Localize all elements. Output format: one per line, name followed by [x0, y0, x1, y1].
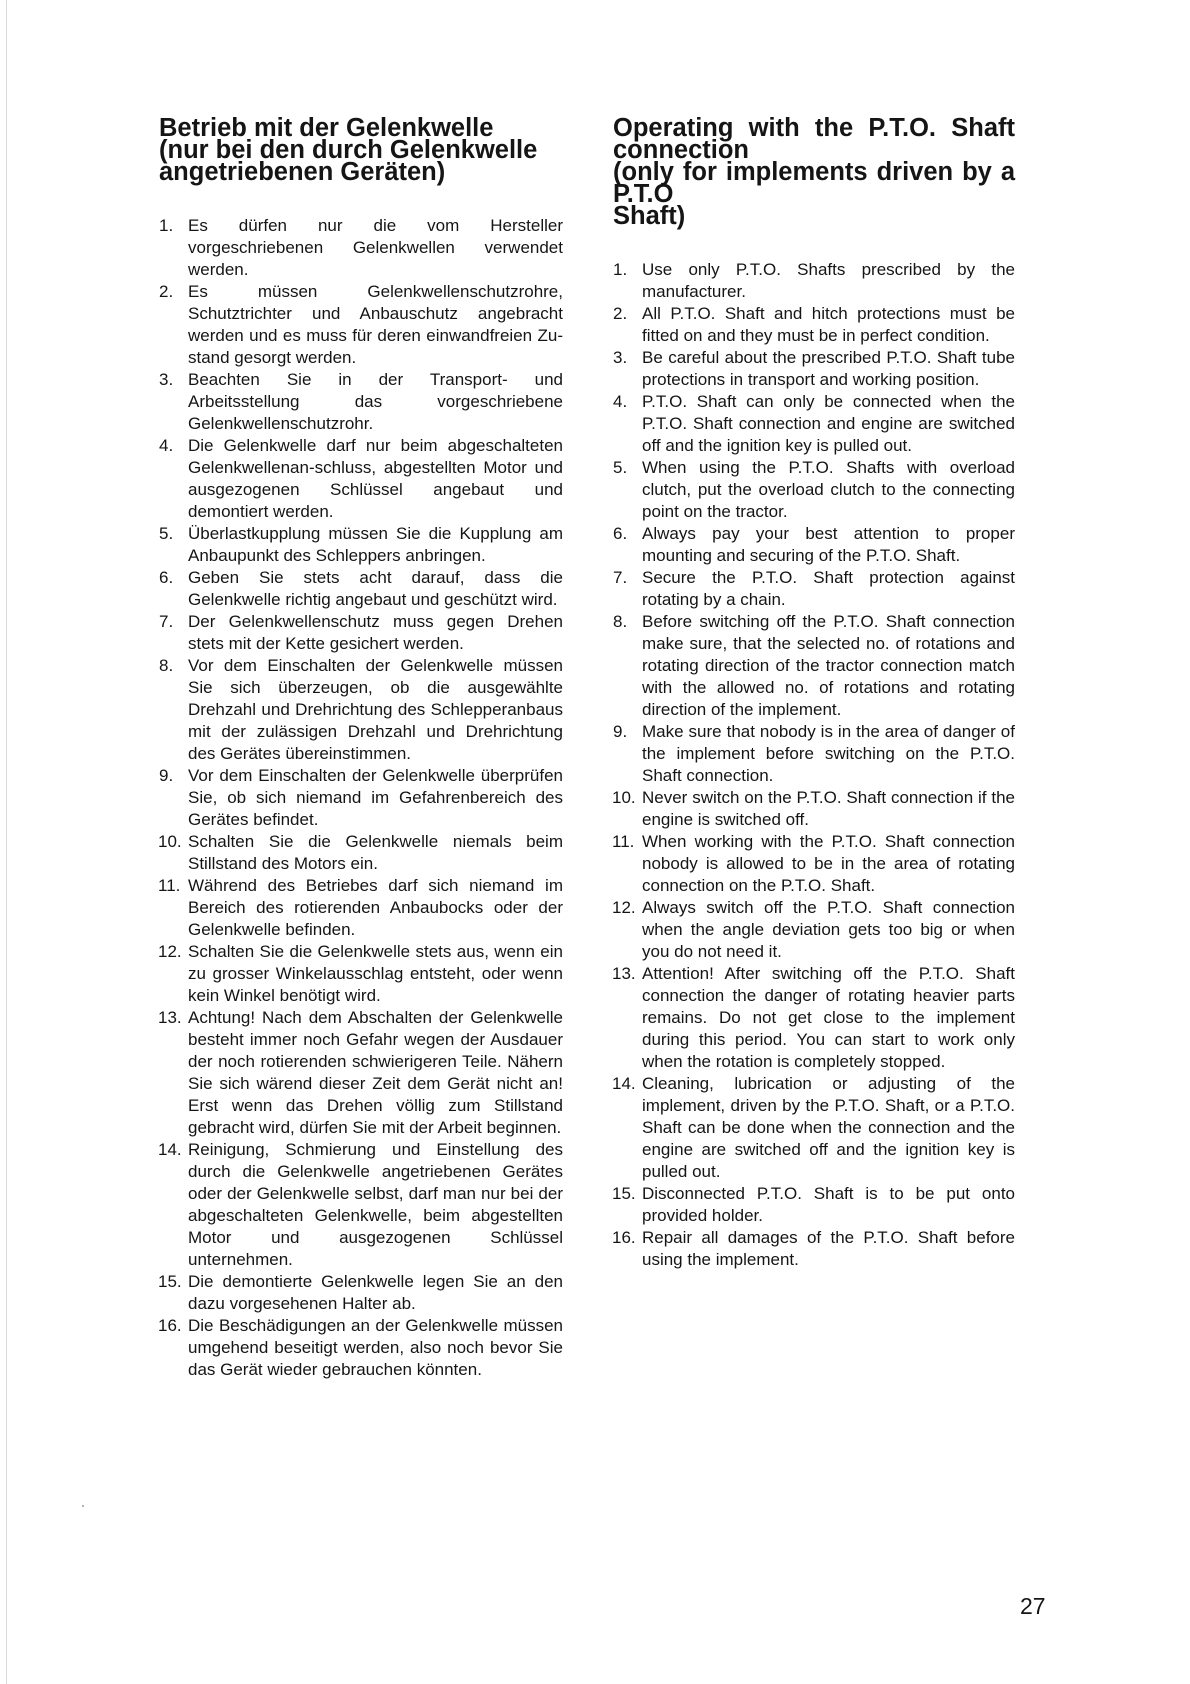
item-number: 13.	[158, 1008, 182, 1027]
item-text: Vor dem Einschalten der Gelenkwelle überprüfen Sie, ob sich niemand im Gefahrenbereich des Gerätes befindet.	[188, 766, 563, 829]
item-number: 2.	[613, 304, 628, 323]
item-number: 14.	[612, 1074, 636, 1093]
german-list-item	[159, 215, 563, 281]
item-text: All P.T.O. Shaft and hitch protections must be fitted on and they must be in perfect condition.	[642, 304, 1015, 345]
english-list-item	[613, 611, 1015, 721]
german-list-item	[159, 611, 563, 655]
item-text: When using the P.T.O. Shafts with overload clutch, put the overload clutch to the connecting point on the tractor.	[642, 458, 1015, 521]
german-list-item	[159, 435, 563, 523]
item-number: 10.	[158, 832, 182, 851]
item-text: Vor dem Einschalten der Gelenkwelle müssen Sie sich überzeugen, ob die ausgewählte Drehzahl und Drehrichtung des Schlepperanbaus mit der zulässigen Drehzahl und Drehrichtung des Gerätes übereinstimmen.	[188, 656, 563, 763]
german-list-item	[159, 875, 563, 941]
item-number: 11.	[612, 832, 635, 851]
english-list-item	[613, 1073, 1015, 1183]
german-list-item	[159, 1007, 563, 1139]
item-number: 4.	[159, 436, 174, 455]
item-text: Schalten Sie die Gelenkwelle stets aus, wenn ein zu grosser Winkelausschlag entsteht, oder wenn kein Winkel benötigt wird.	[188, 942, 563, 1005]
item-text: Secure the P.T.O. Shaft protection against rotating by a chain.	[642, 568, 1015, 609]
item-text: Attention! After switching off the P.T.O. Shaft connection the danger of rotating heavier parts remains. Do not get close to the implement during this period. You can start to work only when the rotation is completely stopped.	[642, 964, 1015, 1071]
item-text: Die Gelenkwelle darf nur beim abgeschalteten Gelenkwellenan-schluss, abgestellten Motor und ausgezogenen Schlüssel angebaut und demontiert werden.	[188, 436, 563, 521]
item-text: Always pay your best attention to proper mounting and securing of the P.T.O. Shaft.	[642, 524, 1015, 565]
item-text: Die Beschädigungen an der Gelenkwelle müssen umgehend beseitigt werden, also noch bevor Sie das Gerät wieder gebrauchen könnten.	[188, 1316, 563, 1379]
english-list-item	[613, 259, 1015, 303]
english-list-item	[613, 347, 1015, 391]
german-heading-line: angetriebenen Geräten)	[159, 158, 446, 186]
german-list-item	[159, 567, 563, 611]
item-number: 10.	[612, 788, 636, 807]
item-number: 2.	[159, 282, 174, 301]
english-instruction-list	[613, 259, 1015, 1271]
item-number: 13.	[612, 964, 636, 983]
item-number: 7.	[613, 568, 628, 587]
english-list-item	[613, 391, 1015, 457]
item-text: Before switching off the P.T.O. Shaft connection make sure, that the selected no. of rotations and rotating direction of the tractor connection match with the allowed no. of rotations and rotating direction of the implement.	[642, 612, 1015, 719]
item-text: When working with the P.T.O. Shaft connection nobody is allowed to be in the area of rotating connection on the P.T.O. Shaft.	[642, 832, 1015, 895]
german-list-item	[159, 655, 563, 765]
item-number: 15.	[612, 1184, 636, 1203]
english-heading-line: (only for implements driven by a P.T.O	[613, 158, 1015, 208]
item-text: Always switch off the P.T.O. Shaft connection when the angle deviation gets too big or when you do not need it.	[642, 898, 1015, 961]
english-list-item	[613, 963, 1015, 1073]
english-list-item	[613, 831, 1015, 897]
scan-speck	[82, 1505, 84, 1507]
english-list-item	[613, 721, 1015, 787]
english-list-item	[613, 1227, 1015, 1271]
item-text: Achtung! Nach dem Abschalten der Gelenkwelle besteht immer noch Gefahr wegen der Ausdauer der noch rotierenden schwierigeren Teile. Nähern Sie sich wärend dieser Zeit dem Gerät nicht an! Erst wenn das Drehen völlig zum Stillstand gebracht wird, dürfen Sie mit der Arbeit beginnen.	[188, 1008, 563, 1137]
item-number: 11.	[158, 876, 181, 895]
item-text: Disconnected P.T.O. Shaft is to be put onto provided holder.	[642, 1184, 1015, 1225]
item-number: 6.	[613, 524, 628, 543]
item-number: 14.	[158, 1140, 182, 1159]
german-list-item	[159, 1315, 563, 1381]
english-heading-line: Shaft)	[613, 202, 686, 230]
item-text: Use only P.T.O. Shafts prescribed by the manufacturer.	[642, 260, 1015, 301]
item-number: 12.	[612, 898, 636, 917]
german-list-item	[159, 831, 563, 875]
item-text: Es dürfen nur die vom Hersteller vorgeschriebenen Gelenkwellen verwendet werden.	[188, 216, 563, 279]
english-heading	[613, 114, 1015, 230]
english-column	[612, 114, 1015, 1271]
item-text: Geben Sie stets acht darauf, dass die Gelenkwelle richtig angebaut und geschützt wird.	[188, 568, 563, 609]
item-number: 6.	[159, 568, 174, 587]
item-text: Be careful about the prescribed P.T.O. Shaft tube protections in transport and working position.	[642, 348, 1015, 389]
german-list-item	[159, 369, 563, 435]
english-list-item	[613, 567, 1015, 611]
item-text: Schalten Sie die Gelenkwelle niemals beim Stillstand des Motors ein.	[188, 832, 563, 873]
english-list-item	[613, 1183, 1015, 1227]
page-number: 27	[1020, 1593, 1046, 1619]
german-list-item	[159, 281, 563, 369]
item-number: 8.	[613, 612, 628, 631]
german-list-item	[159, 941, 563, 1007]
item-number: 1.	[613, 260, 628, 279]
item-text: Beachten Sie in der Transport- und Arbeitsstellung das vorgeschriebene Gelenkwellenschutzrohr.	[188, 370, 563, 433]
german-column	[158, 114, 563, 1381]
item-number: 1.	[159, 216, 174, 235]
item-text: Die demontierte Gelenkwelle legen Sie an den dazu vorgesehenen Halter ab.	[188, 1272, 563, 1313]
english-list-item	[613, 523, 1015, 567]
item-number: 3.	[159, 370, 174, 389]
item-text: Es müssen Gelenkwellenschutzrohre, Schutztrichter und Anbauschutz angebracht werden und es muss für deren einwandfreien Zu- stand gesorgt werden.	[188, 282, 563, 367]
german-list-item	[159, 765, 563, 831]
german-instruction-list	[159, 215, 563, 1381]
german-heading-line: (nur bei den durch Gelenkwelle	[159, 136, 538, 164]
item-number: 8.	[159, 656, 174, 675]
item-number: 12.	[158, 942, 182, 961]
item-number: 9.	[159, 766, 174, 785]
english-list-item	[613, 303, 1015, 347]
item-text: Der Gelenkwellenschutz muss gegen Drehen stets mit der Kette gesichert werden.	[188, 612, 563, 653]
item-number: 9.	[613, 722, 628, 741]
item-number: 4.	[613, 392, 628, 411]
item-text: Reinigung, Schmierung und Einstellung des durch die Gelenkwelle angetriebenen Gerätes oder der Gelenkwelle selbst, darf man nur bei der abgeschalteten Gelenkwelle, beim abgestellten Motor und ausgezogenen Schlüssel unternehmen.	[188, 1140, 563, 1269]
item-number: 16.	[612, 1228, 636, 1247]
item-text: Make sure that nobody is in the area of danger of the implement before switching on the P.T.O. Shaft connection.	[642, 722, 1015, 785]
item-text: Never switch on the P.T.O. Shaft connection if the engine is switched off.	[642, 788, 1015, 829]
scan-binding-edge	[6, 0, 7, 1684]
german-heading	[159, 114, 563, 186]
item-text: Überlastkupplung müssen Sie die Kupplung am Anbaupunkt des Schleppers anbringen.	[188, 524, 563, 565]
english-list-item	[613, 897, 1015, 963]
german-heading-line: Betrieb mit der Gelenkwelle	[159, 114, 494, 142]
english-list-item	[613, 457, 1015, 523]
german-list-item	[159, 523, 563, 567]
german-list-item	[159, 1139, 563, 1271]
item-number: 3.	[613, 348, 628, 367]
item-text: Cleaning, lubrication or adjusting of the implement, driven by the P.T.O. Shaft, or a P.T.O. Shaft can be done when the connection and the engine are switched off and the ignition key is pulled out.	[642, 1074, 1015, 1181]
german-list-item	[159, 1271, 563, 1315]
item-number: 5.	[613, 458, 628, 477]
english-heading-line: Operating with the P.T.O. Shaft connection	[613, 114, 1015, 164]
english-list-item	[613, 787, 1015, 831]
item-text: P.T.O. Shaft can only be connected when the P.T.O. Shaft connection and engine are switched off and the ignition key is pulled out.	[642, 392, 1015, 455]
item-text: Während des Betriebes darf sich niemand im Bereich des rotierenden Anbaubocks oder der Gelenkwelle befinden.	[188, 876, 563, 939]
item-number: 5.	[159, 524, 174, 543]
item-number: 15.	[158, 1272, 182, 1291]
item-text: Repair all damages of the P.T.O. Shaft before using the implement.	[642, 1228, 1015, 1269]
item-number: 7.	[159, 612, 174, 631]
item-number: 16.	[158, 1316, 182, 1335]
